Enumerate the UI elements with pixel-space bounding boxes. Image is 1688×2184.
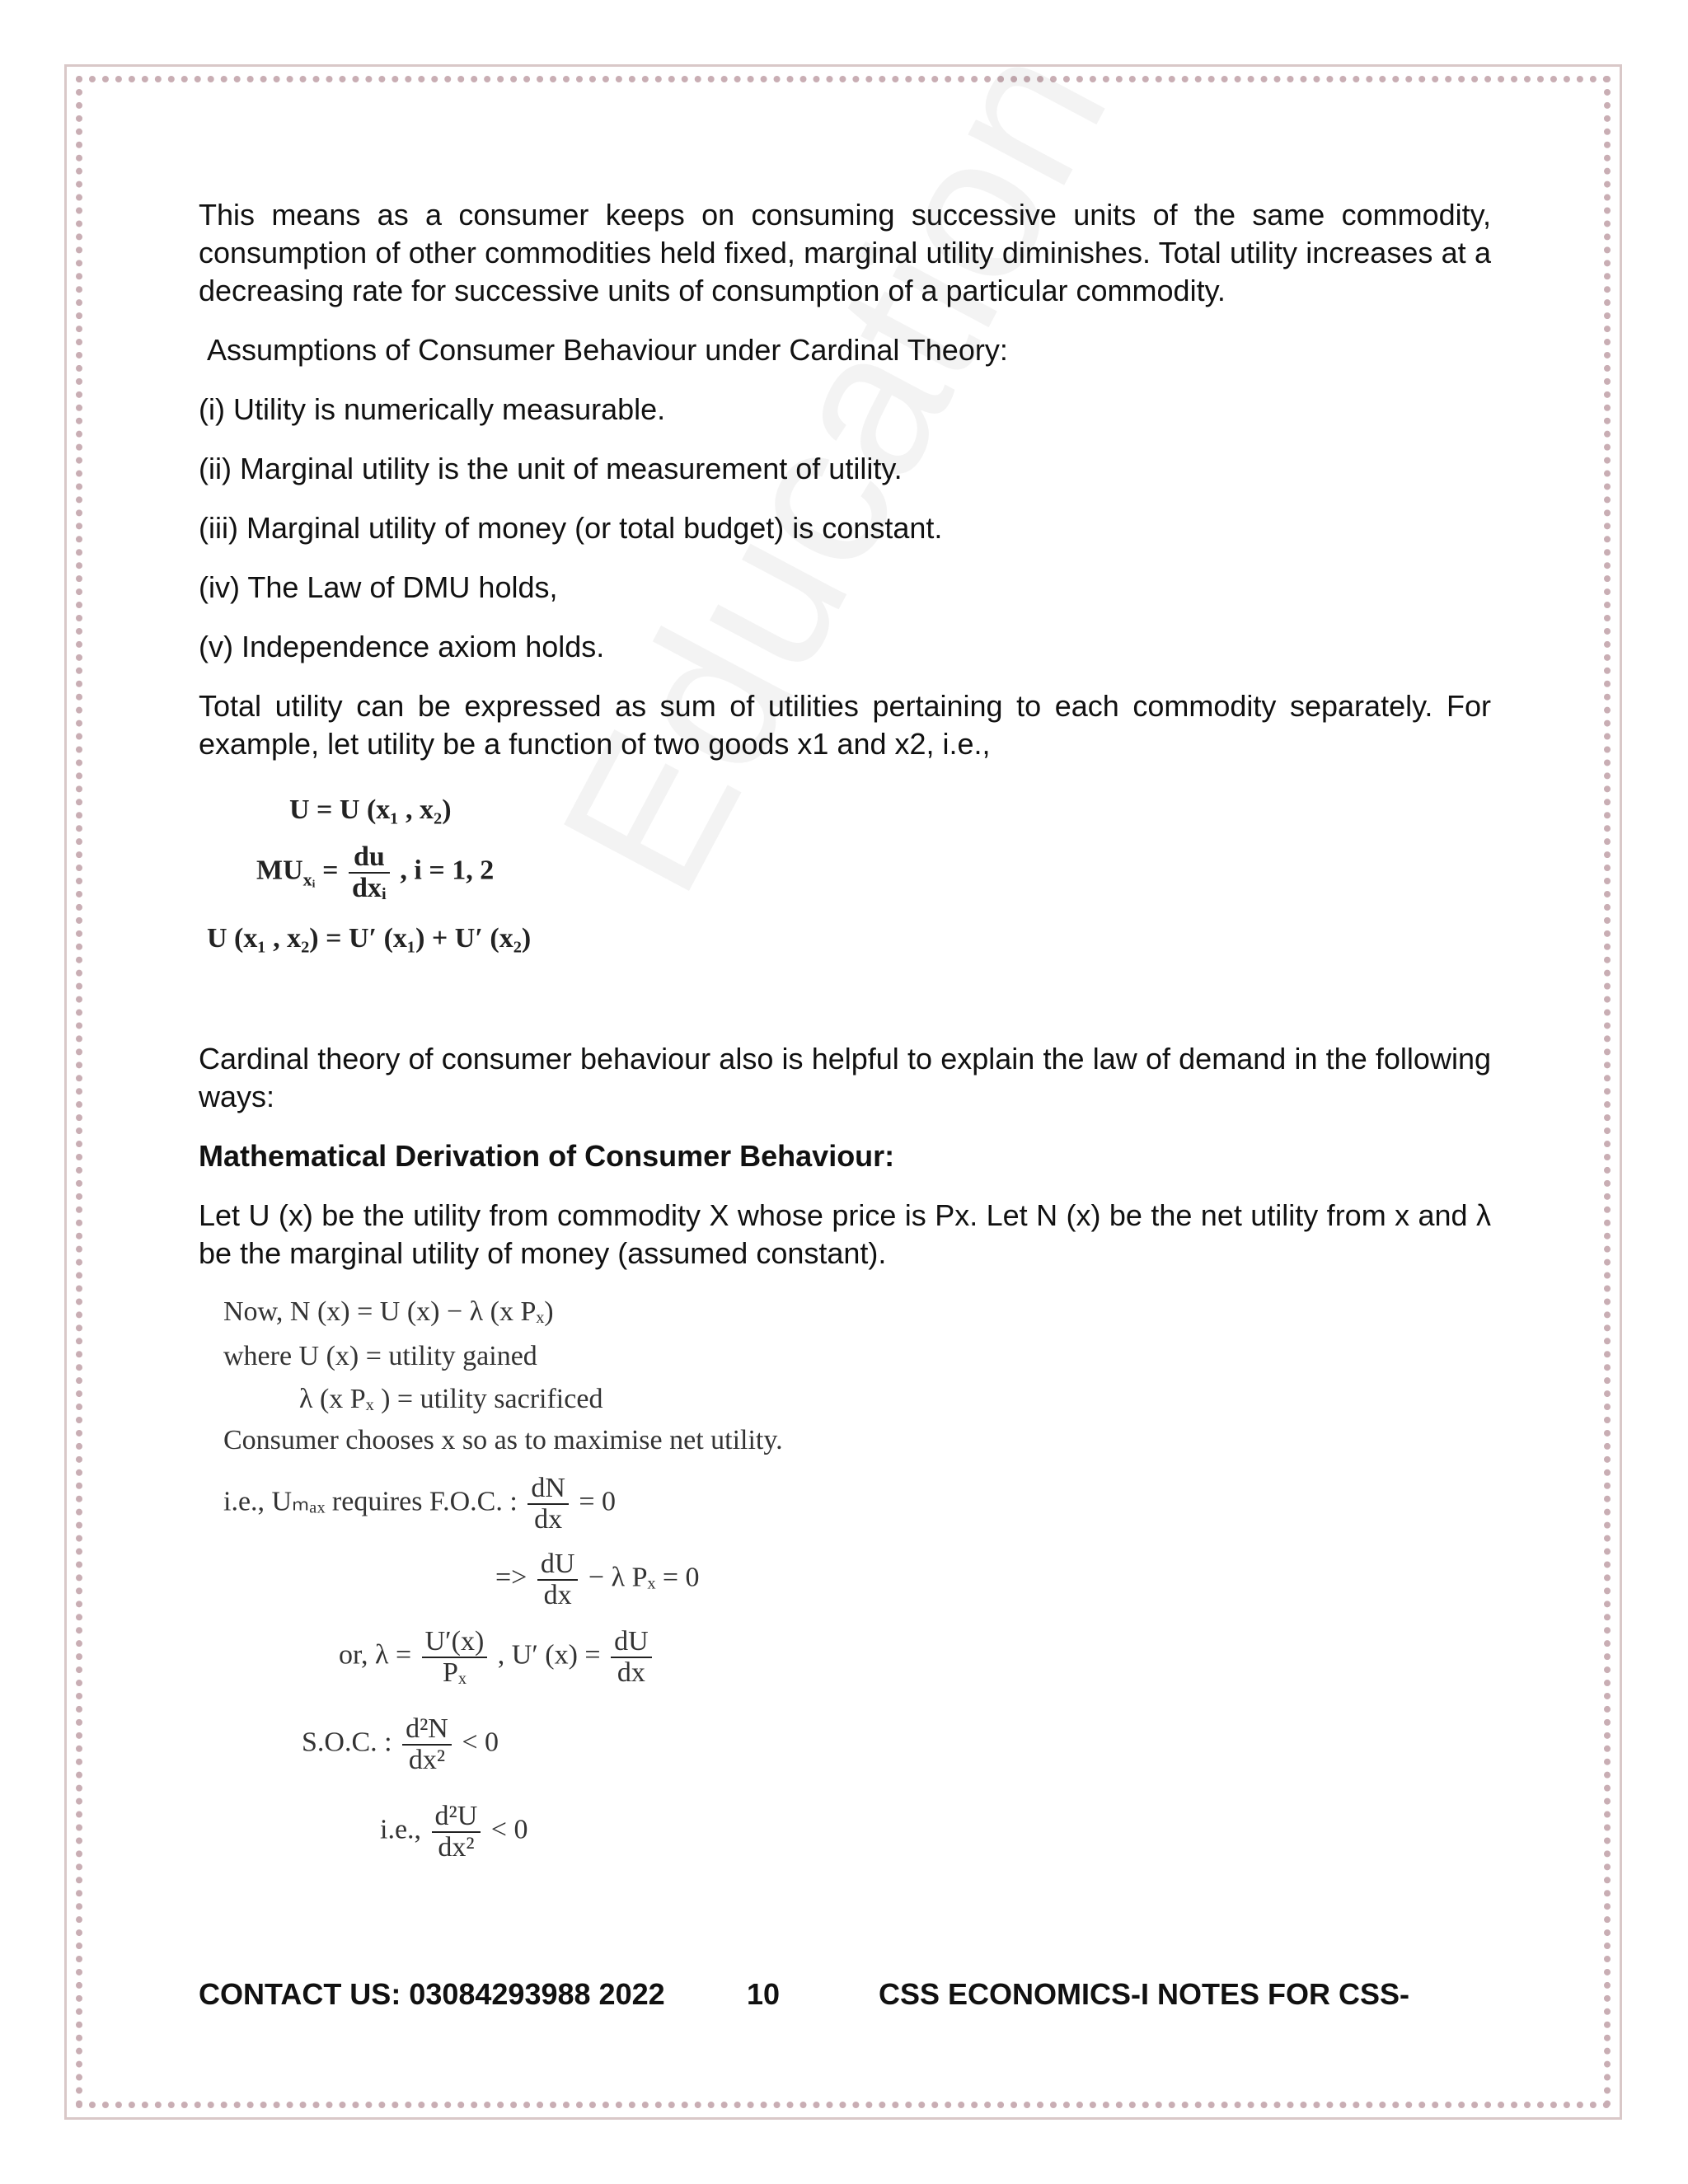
derivation-line-1: Now, N (x) = U (x) − λ (x Pₓ) xyxy=(223,1296,554,1327)
equation-additive-utility: U (x₁ , x₂) = U′ (x₁) + U′ (x₂) xyxy=(207,923,532,954)
page-number: 10 xyxy=(747,1977,781,2011)
derivation-block xyxy=(199,1294,1491,1896)
utility-equations xyxy=(199,785,1491,991)
derivation-foc-result: => $\frac{dU}{dx}$ − λ Pₓ = 0 xyxy=(495,1549,700,1610)
assumption-1: (i) Utility is numerically measurable. xyxy=(199,392,666,426)
footer-contact: CONTACT US: 03084293988 2022 xyxy=(199,1977,665,2011)
assumption-4: (iv) The Law of DMU holds, xyxy=(199,570,558,604)
derivation-soc-result: i.e., $\frac{\text{d²U}}{\text{dx²}}$ < 0 xyxy=(380,1801,528,1863)
assumption-5: (v) Independence axiom holds. xyxy=(199,630,605,663)
derivation-soc: S.O.C. : $\frac{\text{d²N}}{\text{dx²}}$ < 0 xyxy=(302,1713,499,1775)
paragraph-law-of-demand: Cardinal theory of consumer behaviour also is helpful to explain the law of demand in the following ways: xyxy=(199,1042,1491,1113)
page-content xyxy=(199,196,1491,1896)
assumptions-title: Assumptions of Consumer Behaviour under Cardinal Theory: xyxy=(207,333,1008,367)
paragraph-dmu: This means as a consumer keeps on consuming successive units of the same commodity, consumption of other commodities held fixed, marginal utility diminishes. Total utility increases at a decreasing rate for successive units of consumption of a particular commodity. xyxy=(199,198,1491,307)
derivation-foc: i.e., Uₘₐₓ requires F.O.C. : $\frac{dN}{dx}$ = 0 xyxy=(223,1473,617,1535)
assumption-2: (ii) Marginal utility is the unit of measurement of utility. xyxy=(199,452,903,485)
assumption-3: (iii) Marginal utility of money (or total budget) is constant. xyxy=(199,511,943,545)
equation-utility-function: U = U (x₁ , x₂) xyxy=(289,794,452,825)
paragraph-total-utility: Total utility can be expressed as sum of utilities pertaining to each commodity separately. For example, let utility be a function of two goods x1 and x2, i.e., xyxy=(199,689,1491,761)
footer-title: CSS ECONOMICS-I NOTES FOR CSS- xyxy=(879,1977,1410,2011)
derivation-line-4: Consumer chooses x so as to maximise net utility. xyxy=(223,1425,783,1455)
section-heading: Mathematical Derivation of Consumer Behaviour: xyxy=(199,1139,895,1173)
equation-marginal-utility: $MU_{xᵢ}$ = $\frac{du}{\text{dxᵢ}}$ , i = 1, 2 xyxy=(256,841,495,903)
derivation-line-2: where U (x) = utility gained xyxy=(223,1341,537,1371)
derivation-lambda: or, λ = $\frac{U'(x)}{\text{Pₓ}}$ , U′ (x) = $\frac{dU}{dx}$ xyxy=(339,1627,655,1687)
derivation-line-3: λ (x Pₓ ) = utility sacrificed xyxy=(299,1384,603,1414)
paragraph-net-utility: Let U (x) be the utility from commodity X whose price is Px. Let N (x) be the net utility from x and λ be the marginal utility of money (assumed constant). xyxy=(199,1198,1491,1270)
fraction-du-dxi: $\frac{du}{\text{dxᵢ}}$ xyxy=(349,842,390,902)
